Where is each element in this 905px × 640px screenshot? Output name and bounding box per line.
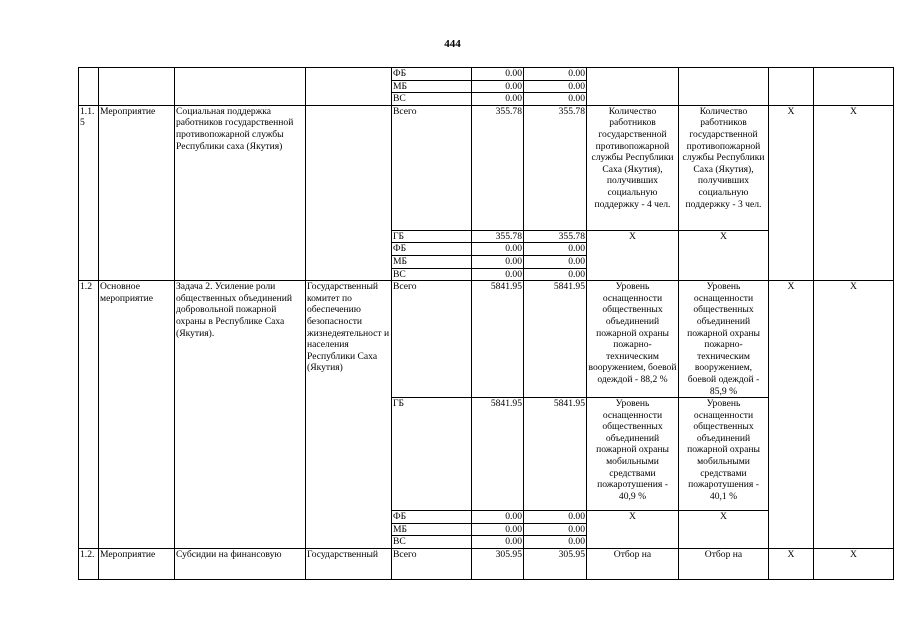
source-cell: ВС bbox=[392, 536, 472, 549]
source-cell: ВС bbox=[392, 93, 472, 106]
type-cell: Мероприятие bbox=[99, 105, 175, 280]
name-cell bbox=[175, 68, 306, 106]
table-row bbox=[79, 105, 894, 230]
source-cell: ФБ bbox=[392, 243, 472, 256]
indicator-cell: Уровень оснащенности общественных объединений пожарной охраны пожарно-техническим вооружением, боевой одеждой - 85,9 % bbox=[679, 281, 769, 398]
source-cell: ФБ bbox=[392, 68, 472, 81]
value-cell: 305.95 bbox=[472, 548, 524, 579]
source-cell: Всего bbox=[392, 281, 472, 398]
indicator-cell: Х bbox=[587, 511, 679, 549]
name-cell: Социальная поддержка работников государственной противопожарной службы Республики саха (Якутия) bbox=[175, 105, 306, 280]
value-cell: 0.00 bbox=[524, 68, 587, 81]
source-cell: Всего bbox=[392, 548, 472, 579]
value-cell: 0.00 bbox=[472, 93, 524, 106]
value-cell: 0.00 bbox=[524, 243, 587, 256]
value-cell: 0.00 bbox=[524, 536, 587, 549]
source-cell: ГБ bbox=[392, 230, 472, 243]
source-cell: МБ bbox=[392, 80, 472, 93]
source-cell: ФБ bbox=[392, 511, 472, 524]
indicator-cell: Отбор на bbox=[587, 548, 679, 579]
value-cell: 0.00 bbox=[472, 80, 524, 93]
source-cell: МБ bbox=[392, 255, 472, 268]
value-cell: 0.00 bbox=[472, 68, 524, 81]
indicator-cell: Уровень оснащенности общественных объединений пожарной охраны мобильными средствами пожаротушения - 40,9 % bbox=[587, 398, 679, 511]
value-cell: 0.00 bbox=[472, 511, 524, 524]
x-cell: Х bbox=[769, 548, 814, 579]
value-cell: 0.00 bbox=[472, 536, 524, 549]
value-cell: 355.78 bbox=[524, 105, 587, 230]
indicator-cell bbox=[679, 68, 769, 106]
indicator-cell bbox=[587, 68, 679, 106]
value-cell: 355.78 bbox=[472, 105, 524, 230]
value-cell: 5841.95 bbox=[524, 281, 587, 398]
value-cell: 0.00 bbox=[524, 93, 587, 106]
executor-cell bbox=[306, 105, 392, 280]
value-cell: 305.95 bbox=[524, 548, 587, 579]
page-number: 444 bbox=[444, 38, 461, 50]
indicator-cell: Х bbox=[679, 230, 769, 280]
value-cell: 355.78 bbox=[472, 230, 524, 243]
x-cell: Х bbox=[769, 281, 814, 549]
x-cell: Х bbox=[814, 105, 894, 280]
source-cell: ВС bbox=[392, 268, 472, 281]
x-cell: Х bbox=[814, 281, 894, 549]
value-cell: 0.00 bbox=[524, 255, 587, 268]
table-row bbox=[79, 548, 894, 579]
type-cell: Мероприятие bbox=[99, 548, 175, 579]
name-cell: Субсидии на финансовую bbox=[175, 548, 306, 579]
table-row bbox=[79, 68, 894, 81]
num-cell: 1.2. bbox=[79, 548, 99, 579]
x-cell bbox=[769, 68, 814, 106]
value-cell: 5841.95 bbox=[472, 281, 524, 398]
value-cell: 355.78 bbox=[524, 230, 587, 243]
value-cell: 5841.95 bbox=[472, 398, 524, 511]
indicator-cell: Уровень оснащенности общественных объединений пожарной охраны мобильными средствами пожаротушения - 40,1 % bbox=[679, 398, 769, 511]
value-cell: 5841.95 bbox=[524, 398, 587, 511]
indicator-cell: Уровень оснащенности общественных объединений пожарной охраны пожарно-техническим вооружением, боевой одеждой - 88,2 % bbox=[587, 281, 679, 398]
value-cell: 0.00 bbox=[524, 511, 587, 524]
value-cell: 0.00 bbox=[524, 523, 587, 536]
x-cell bbox=[814, 68, 894, 106]
source-cell: МБ bbox=[392, 523, 472, 536]
indicator-cell: Х bbox=[679, 511, 769, 549]
executor-cell: Государственный комитет по обеспечению безопасности жизнедеятельност и населения Республики Саха (Якутия) bbox=[306, 281, 392, 549]
value-cell: 0.00 bbox=[524, 268, 587, 281]
indicator-cell: Количество работников государственной противопожарной службы Республики Саха (Якутия), получивших социальную поддержку - 4 чел. bbox=[587, 105, 679, 230]
type-cell: Основное мероприятие bbox=[99, 281, 175, 549]
value-cell: 0.00 bbox=[524, 80, 587, 93]
value-cell: 0.00 bbox=[472, 268, 524, 281]
name-cell: Задача 2. Усиление роли общественных объединений добровольной пожарной охраны в Республике Саха (Якутия). bbox=[175, 281, 306, 549]
executor-cell: Государственный bbox=[306, 548, 392, 579]
indicator-cell: Х bbox=[587, 230, 679, 280]
num-cell bbox=[79, 68, 99, 106]
value-cell: 0.00 bbox=[472, 255, 524, 268]
indicator-cell: Количество работников государственной противопожарной службы Республики Саха (Якутия), получивших социальную поддержку - 3 чел. bbox=[679, 105, 769, 230]
table-row bbox=[79, 281, 894, 398]
value-cell: 0.00 bbox=[472, 243, 524, 256]
x-cell: Х bbox=[814, 548, 894, 579]
executor-cell bbox=[306, 68, 392, 106]
source-cell: ГБ bbox=[392, 398, 472, 511]
type-cell bbox=[99, 68, 175, 106]
num-cell: 1.2 bbox=[79, 281, 99, 549]
indicator-cell: Отбор на bbox=[679, 548, 769, 579]
value-cell: 0.00 bbox=[472, 523, 524, 536]
x-cell: Х bbox=[769, 105, 814, 280]
program-table bbox=[78, 67, 894, 580]
num-cell: 1.1. 5 bbox=[79, 105, 99, 280]
source-cell: Всего bbox=[392, 105, 472, 230]
